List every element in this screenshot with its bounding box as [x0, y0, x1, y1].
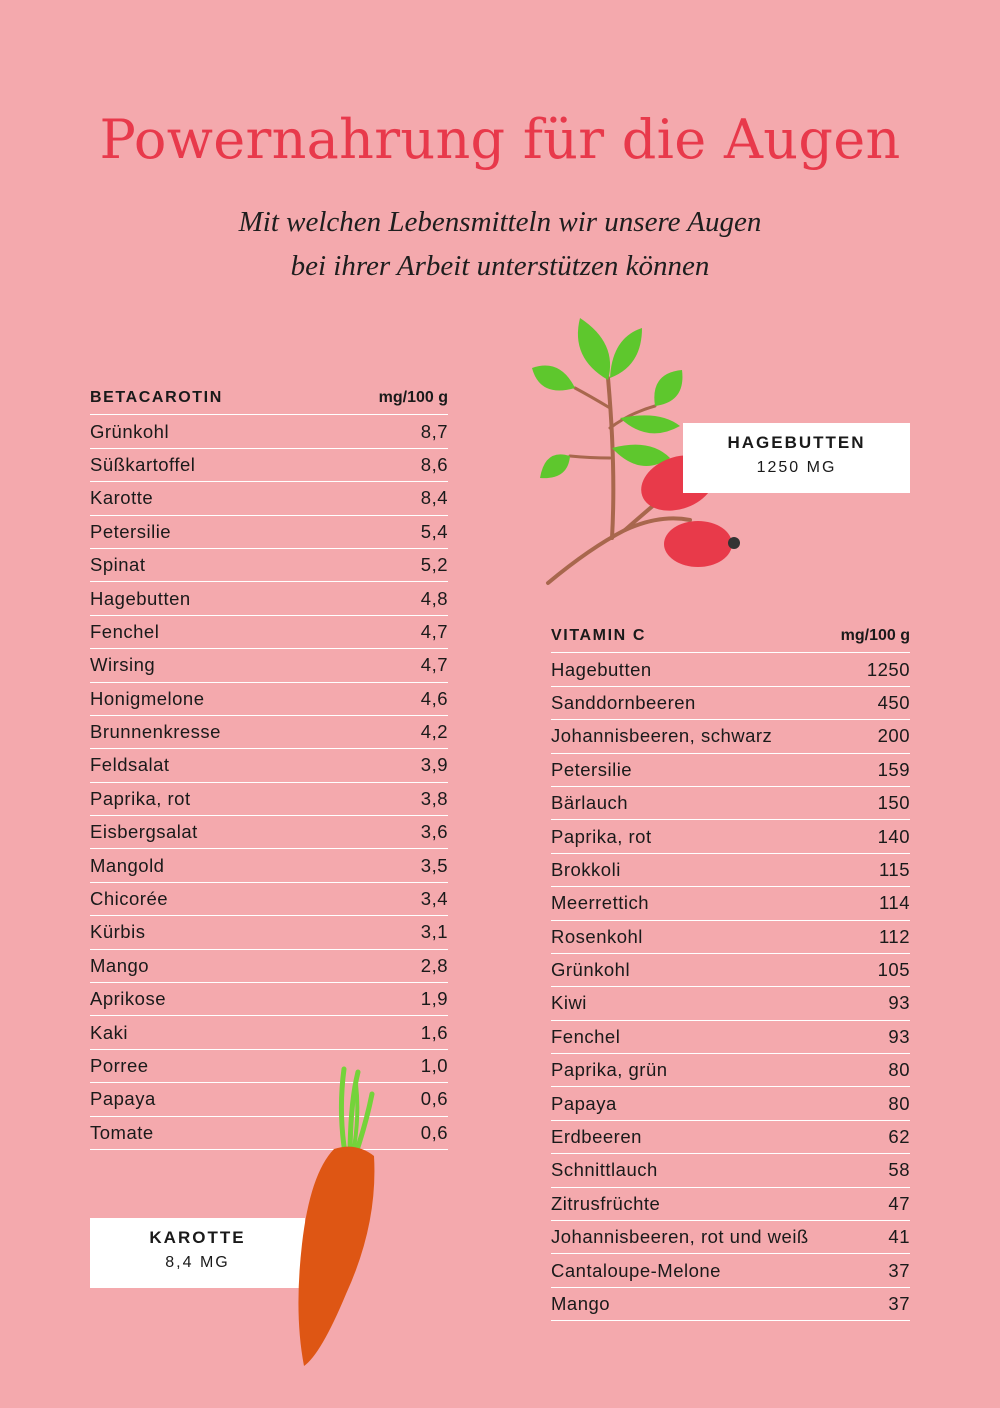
table-row	[90, 783, 448, 816]
row-name: Kürbis	[90, 921, 146, 943]
row-name: Aprikose	[90, 988, 166, 1010]
row-name: Karotte	[90, 487, 154, 509]
table-row	[90, 983, 448, 1016]
table-row	[90, 716, 448, 749]
row-value: 1,0	[420, 1055, 448, 1076]
row-value: 58	[888, 1159, 910, 1181]
row-value: 1,9	[420, 988, 448, 1010]
row-name: Brunnenkresse	[90, 721, 221, 743]
vitamin-c-unit: mg/100 g	[840, 627, 910, 645]
row-value: 80	[888, 1092, 910, 1114]
row-name: Wirsing	[90, 654, 156, 676]
table-row	[90, 549, 448, 582]
row-value: 80	[888, 1059, 910, 1081]
table-row	[90, 415, 448, 448]
row-value: 5,4	[420, 520, 448, 542]
table-row	[90, 1083, 448, 1116]
row-value: 4,2	[420, 721, 448, 743]
row-name: Meerrettich	[551, 892, 650, 914]
table-row	[551, 1288, 910, 1321]
row-value: 1,6	[420, 1021, 448, 1043]
betacarotin-table	[90, 382, 448, 1150]
table-row	[551, 987, 910, 1020]
row-value: 114	[879, 892, 910, 914]
row-value: 0,6	[420, 1121, 448, 1143]
row-value: 4,8	[420, 587, 448, 609]
row-value: 112	[879, 925, 910, 947]
row-name: Porree	[90, 1055, 149, 1076]
hagebutten-label-title: HAGEBUTTEN	[727, 433, 866, 452]
karotte-label-title: KAROTTE	[149, 1228, 246, 1247]
table-row	[551, 754, 910, 787]
table-row	[551, 1121, 910, 1154]
table-row	[90, 1016, 448, 1049]
row-value: 93	[888, 992, 910, 1014]
row-value: 3,8	[420, 787, 448, 809]
row-name: Erdbeeren	[551, 1126, 642, 1148]
row-value: 2,8	[420, 954, 448, 976]
table-row	[551, 1054, 910, 1087]
table-row	[90, 883, 448, 916]
row-name: Paprika, rot	[90, 787, 191, 809]
row-value: 3,4	[420, 888, 448, 910]
row-name: Johannisbeeren, schwarz	[551, 725, 773, 747]
row-name: Sanddornbeeren	[551, 691, 696, 713]
table-row	[551, 1021, 910, 1054]
row-name: Mango	[90, 954, 150, 976]
row-value: 1250	[866, 658, 910, 680]
table-row	[90, 849, 448, 882]
row-name: Grünkohl	[551, 959, 631, 981]
row-value: 3,6	[420, 821, 448, 843]
table-row	[90, 683, 448, 716]
row-value: 8,7	[420, 420, 448, 442]
table-row	[551, 954, 910, 987]
row-name: Hagebutten	[551, 658, 652, 680]
row-value: 3,5	[420, 854, 448, 876]
row-name: Zitrusfrüchte	[551, 1192, 661, 1214]
table-row	[90, 816, 448, 849]
karotte-label-value: 8,4 MG	[165, 1254, 230, 1271]
table-row	[551, 921, 910, 954]
row-name: Grünkohl	[90, 420, 170, 442]
row-name: Brokkoli	[551, 858, 621, 880]
betacarotin-unit: mg/100 g	[378, 389, 448, 407]
row-value: 37	[888, 1293, 910, 1314]
row-name: Paprika, grün	[551, 1059, 668, 1081]
betacarotin-table-header	[90, 382, 448, 415]
row-value: 105	[877, 959, 910, 981]
row-name: Fenchel	[551, 1025, 621, 1047]
row-value: 62	[888, 1126, 910, 1148]
subtitle-line-2: bei ihrer Arbeit unterstützen können	[290, 250, 710, 282]
subtitle-line-1: Mit welchen Lebensmitteln wir unsere Augen	[238, 206, 762, 238]
row-name: Papaya	[551, 1092, 617, 1114]
row-value: 4,7	[420, 654, 448, 676]
table-row	[90, 1117, 448, 1150]
row-name: Süßkartoffel	[90, 453, 196, 475]
table-row	[90, 516, 448, 549]
row-value: 3,1	[420, 921, 448, 943]
row-value: 4,7	[420, 620, 448, 642]
row-value: 0,6	[420, 1088, 448, 1110]
row-value: 159	[877, 758, 910, 780]
row-name: Petersilie	[551, 758, 633, 780]
row-value: 5,2	[420, 554, 448, 576]
table-row	[90, 916, 448, 949]
row-name: Tomate	[90, 1121, 154, 1143]
table-row	[90, 482, 448, 515]
row-name: Feldsalat	[90, 754, 170, 776]
table-row	[551, 1154, 910, 1187]
betacarotin-heading: BETACAROTIN	[90, 389, 223, 407]
row-value: 41	[888, 1226, 910, 1248]
page-subtitle	[0, 200, 1000, 288]
row-name: Mangold	[90, 854, 165, 876]
row-name: Kiwi	[551, 992, 587, 1014]
table-row	[551, 1221, 910, 1254]
hagebutten-label-value: 1250 MG	[756, 459, 837, 476]
row-name: Paprika, rot	[551, 825, 652, 847]
row-name: Papaya	[90, 1088, 156, 1110]
row-name: Eisbergsalat	[90, 821, 198, 843]
karotte-label-card	[90, 1218, 305, 1288]
row-name: Bärlauch	[551, 792, 629, 814]
vitamin-c-table	[551, 620, 910, 1321]
row-name: Hagebutten	[90, 587, 191, 609]
row-name: Spinat	[90, 554, 146, 576]
table-row	[551, 1087, 910, 1120]
table-row	[551, 1254, 910, 1287]
table-row	[90, 1050, 448, 1083]
table-row	[551, 787, 910, 820]
vitamin-c-table-header	[551, 620, 910, 653]
row-name: Cantaloupe-Melone	[551, 1259, 721, 1281]
table-row	[90, 749, 448, 782]
row-value: 200	[877, 725, 910, 747]
vitamin-c-heading: VITAMIN C	[551, 627, 646, 645]
row-name: Petersilie	[90, 520, 172, 542]
row-name: Chicorée	[90, 888, 169, 910]
row-name: Johannisbeeren, rot und weiß	[551, 1226, 809, 1248]
row-name: Fenchel	[90, 620, 160, 642]
table-row	[551, 653, 910, 686]
row-value: 150	[877, 792, 910, 814]
table-row	[551, 720, 910, 753]
row-name: Mango	[551, 1293, 611, 1314]
row-value: 115	[879, 858, 910, 880]
row-name: Honigmelone	[90, 687, 205, 709]
row-name: Rosenkohl	[551, 925, 643, 947]
page-title: Powernahrung für die Augen	[99, 108, 901, 171]
row-value: 3,9	[420, 754, 448, 776]
carrot-icon	[286, 1064, 386, 1374]
row-name: Schnittlauch	[551, 1159, 658, 1181]
table-row	[90, 449, 448, 482]
table-row	[551, 887, 910, 920]
hagebutten-label-card	[683, 423, 910, 493]
table-row	[90, 649, 448, 682]
table-row	[551, 1188, 910, 1221]
row-value: 37	[888, 1259, 910, 1281]
table-row	[90, 616, 448, 649]
row-value: 4,6	[420, 687, 448, 709]
row-value: 140	[877, 825, 910, 847]
table-row	[90, 950, 448, 983]
row-value: 8,6	[420, 453, 448, 475]
table-row	[551, 820, 910, 853]
table-row	[90, 582, 448, 615]
table-row	[551, 687, 910, 720]
row-value: 450	[877, 691, 910, 713]
row-value: 8,4	[420, 487, 448, 509]
row-value: 93	[888, 1025, 910, 1047]
row-name: Kaki	[90, 1021, 128, 1043]
table-row	[551, 854, 910, 887]
row-value: 47	[888, 1192, 910, 1214]
